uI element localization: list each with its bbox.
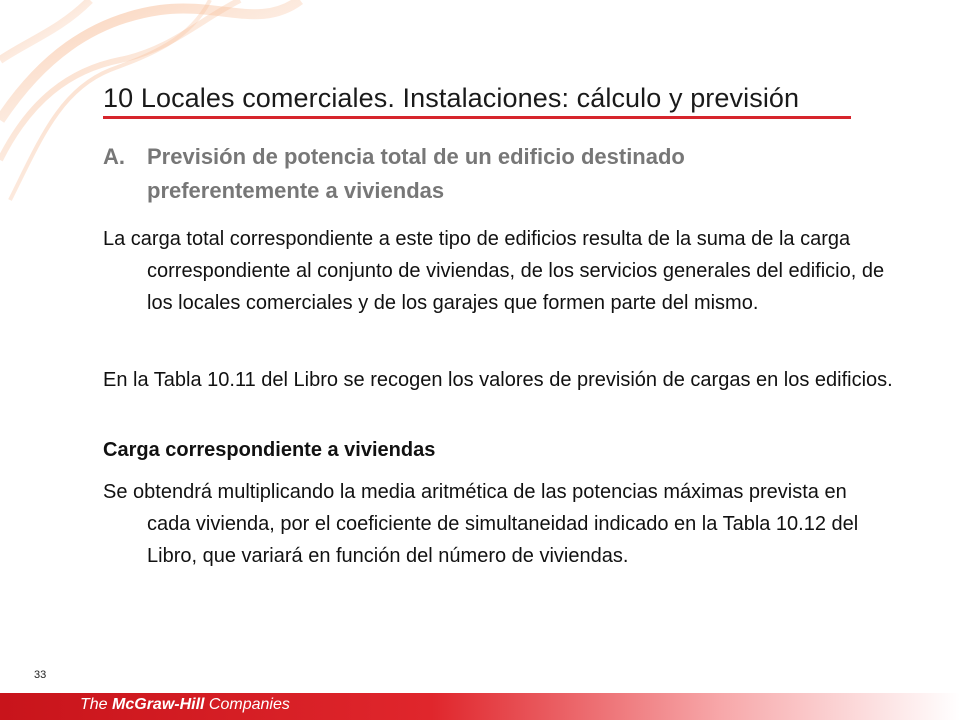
section-letter: A. xyxy=(103,144,125,169)
paragraph-tabla-10-11: En la Tabla 10.11 del Libro se recogen los valores de previsión de cargas en los edificios. xyxy=(103,369,893,391)
mcgraw-hill-logo xyxy=(80,696,290,714)
paragraph-media-aritmetica: Se obtendrá multiplicando la media aritmética de las potencias máximas prevista en cada vivienda, por el coeficiente de simultaneidad indicado en la Tabla 10.12 del Libro, que variará en función del número de viviendas. xyxy=(103,481,859,567)
footer-bar xyxy=(0,693,960,720)
paragraph-carga-total: La carga total correspondiente a este tipo de edificios resulta de la suma de la carga correspondiente al conjunto de viviendas, de los servicios generales del edificio, de los locales comerciales y de los garajes que formen parte del mismo. xyxy=(103,228,885,314)
section-heading xyxy=(103,140,863,208)
section-title: Previsión de potencia total de un edificio destinado preferentemente a viviendas xyxy=(147,144,685,203)
page-number: 33 xyxy=(34,669,47,681)
logo-suffix: Companies xyxy=(204,696,290,713)
logo-prefix: The xyxy=(80,696,113,713)
logo-brand: McGraw-Hill xyxy=(112,696,205,713)
slide-title: 10 Locales comerciales. Instalaciones: cálculo y previsión xyxy=(103,83,800,113)
title-underline xyxy=(103,116,851,119)
subheading-carga-viviendas: Carga correspondiente a viviendas xyxy=(103,439,436,461)
